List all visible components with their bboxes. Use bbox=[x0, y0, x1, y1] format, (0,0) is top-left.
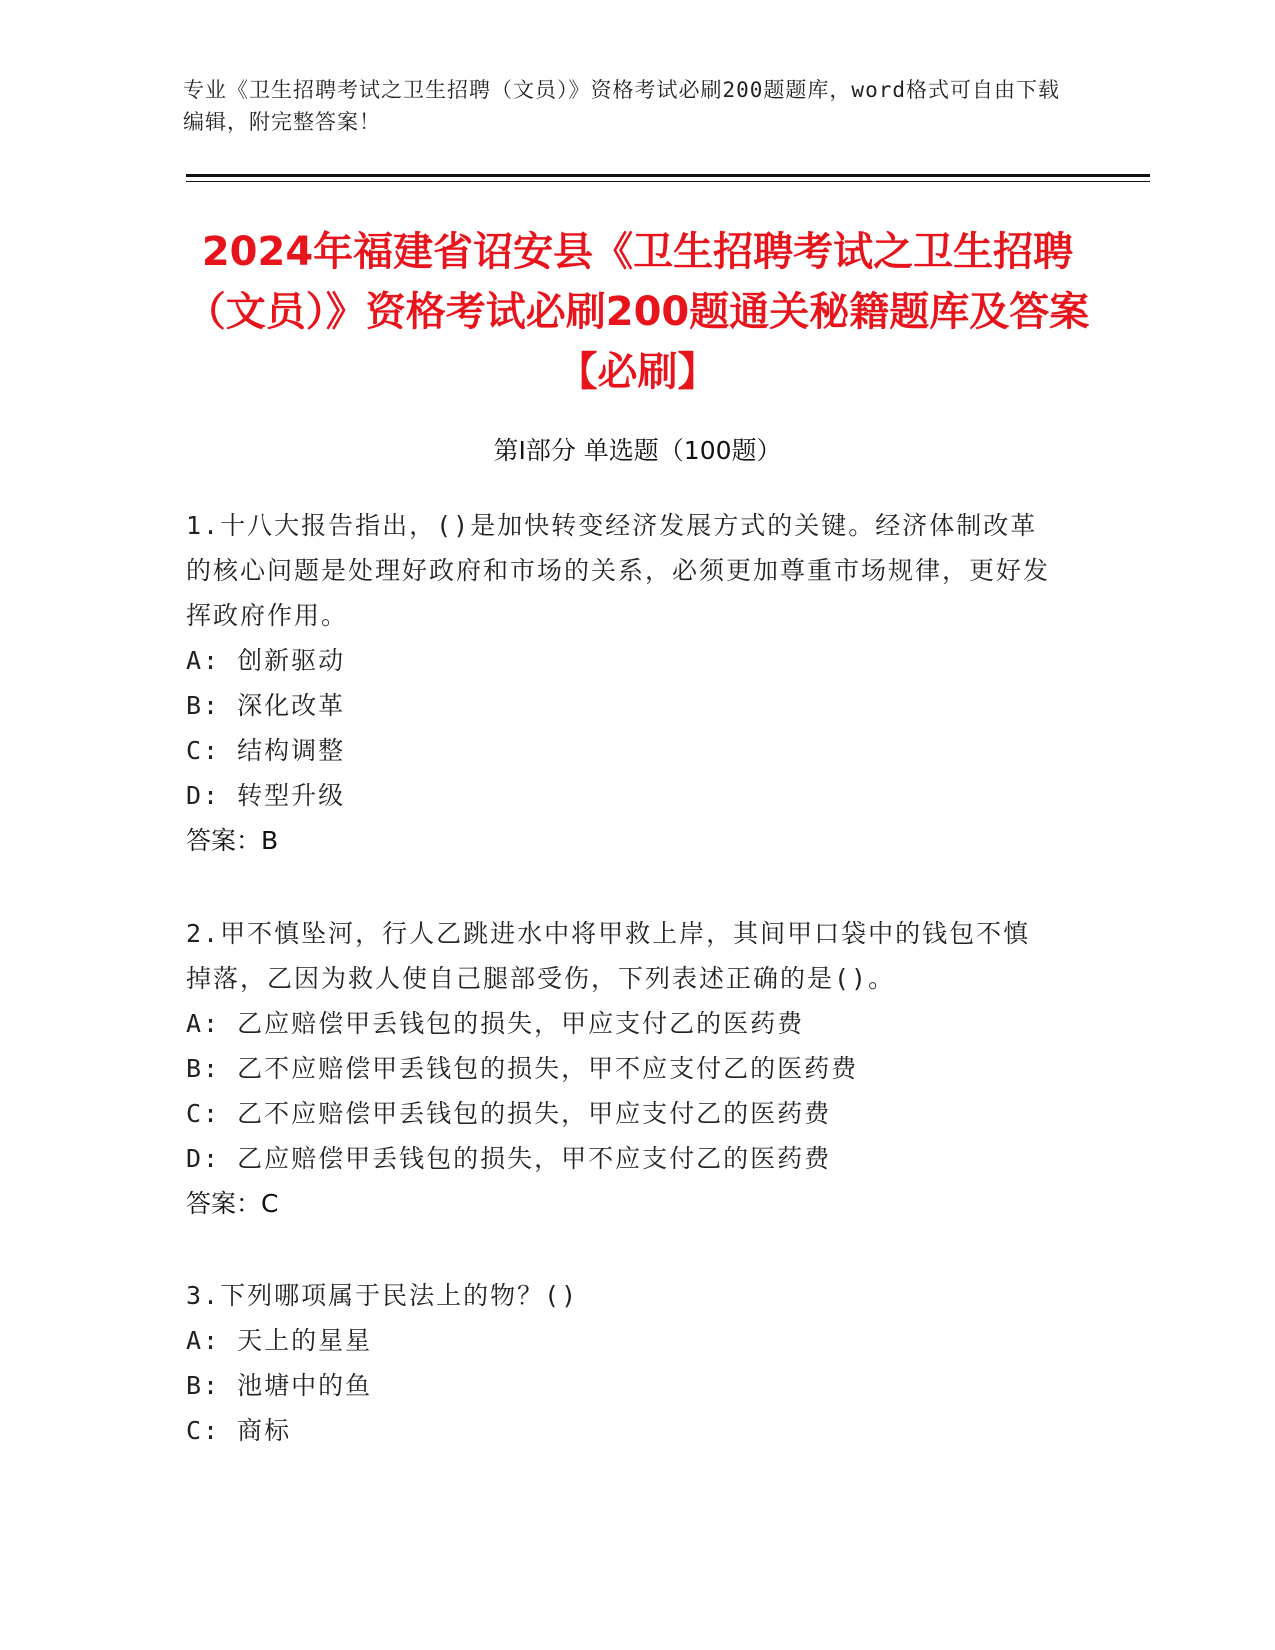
option-a: A: 天上的星星 bbox=[186, 1326, 373, 1355]
option-c: C: 乙不应赔偿甲丢钱包的损失，甲应支付乙的医药费 bbox=[186, 1099, 832, 1128]
question-stem: 1.十八大报告指出，()是加快转变经济发展方式的关键。经济体制改革的核心问题是处理好政府和市场的关系，必须更加尊重市场规律，更好发挥政府作用。 bbox=[186, 511, 1051, 630]
option-c: C: 商标 bbox=[186, 1416, 292, 1445]
option-d: D: 乙应赔偿甲丢钱包的损失，甲不应支付乙的医药费 bbox=[186, 1144, 832, 1173]
question-stem: 2.甲不慎坠河，行人乙跳进水中将甲救上岸，其间甲口袋中的钱包不慎掉落，乙因为救人使自己腿部受伤，下列表述正确的是()。 bbox=[186, 919, 1031, 993]
answer: 答案：B bbox=[186, 826, 279, 855]
option-a: A: 创新驱动 bbox=[186, 646, 346, 675]
option-b: B: 深化改革 bbox=[186, 691, 346, 720]
question-1 bbox=[186, 503, 1056, 863]
main-title: 2024年福建省诏安县《卫生招聘考试之卫生招聘（文员）》资格考试必刷200题通关秘籍题库及答案【必刷】 bbox=[185, 229, 1090, 395]
header-rule-thick bbox=[186, 174, 1150, 177]
option-b: B: 乙不应赔偿甲丢钱包的损失，甲不应支付乙的医药费 bbox=[186, 1054, 859, 1083]
option-a: A: 乙应赔偿甲丢钱包的损失，甲应支付乙的医药费 bbox=[186, 1009, 805, 1038]
section-title: 第I部分 单选题（100题） bbox=[493, 436, 782, 465]
option-c: C: 结构调整 bbox=[186, 736, 346, 765]
header-rule-thin bbox=[186, 181, 1150, 182]
header-note: 专业《卫生招聘考试之卫生招聘（文员）》资格考试必刷200题题库，word格式可自由下载编辑，附完整答案！ bbox=[183, 78, 1060, 134]
question-stem: 3.下列哪项属于民法上的物？() bbox=[186, 1281, 579, 1310]
question-3 bbox=[186, 1273, 1056, 1453]
option-b: B: 池塘中的鱼 bbox=[186, 1371, 373, 1400]
option-d: D: 转型升级 bbox=[186, 781, 346, 810]
question-2 bbox=[186, 911, 1056, 1226]
answer: 答案：C bbox=[186, 1189, 279, 1218]
